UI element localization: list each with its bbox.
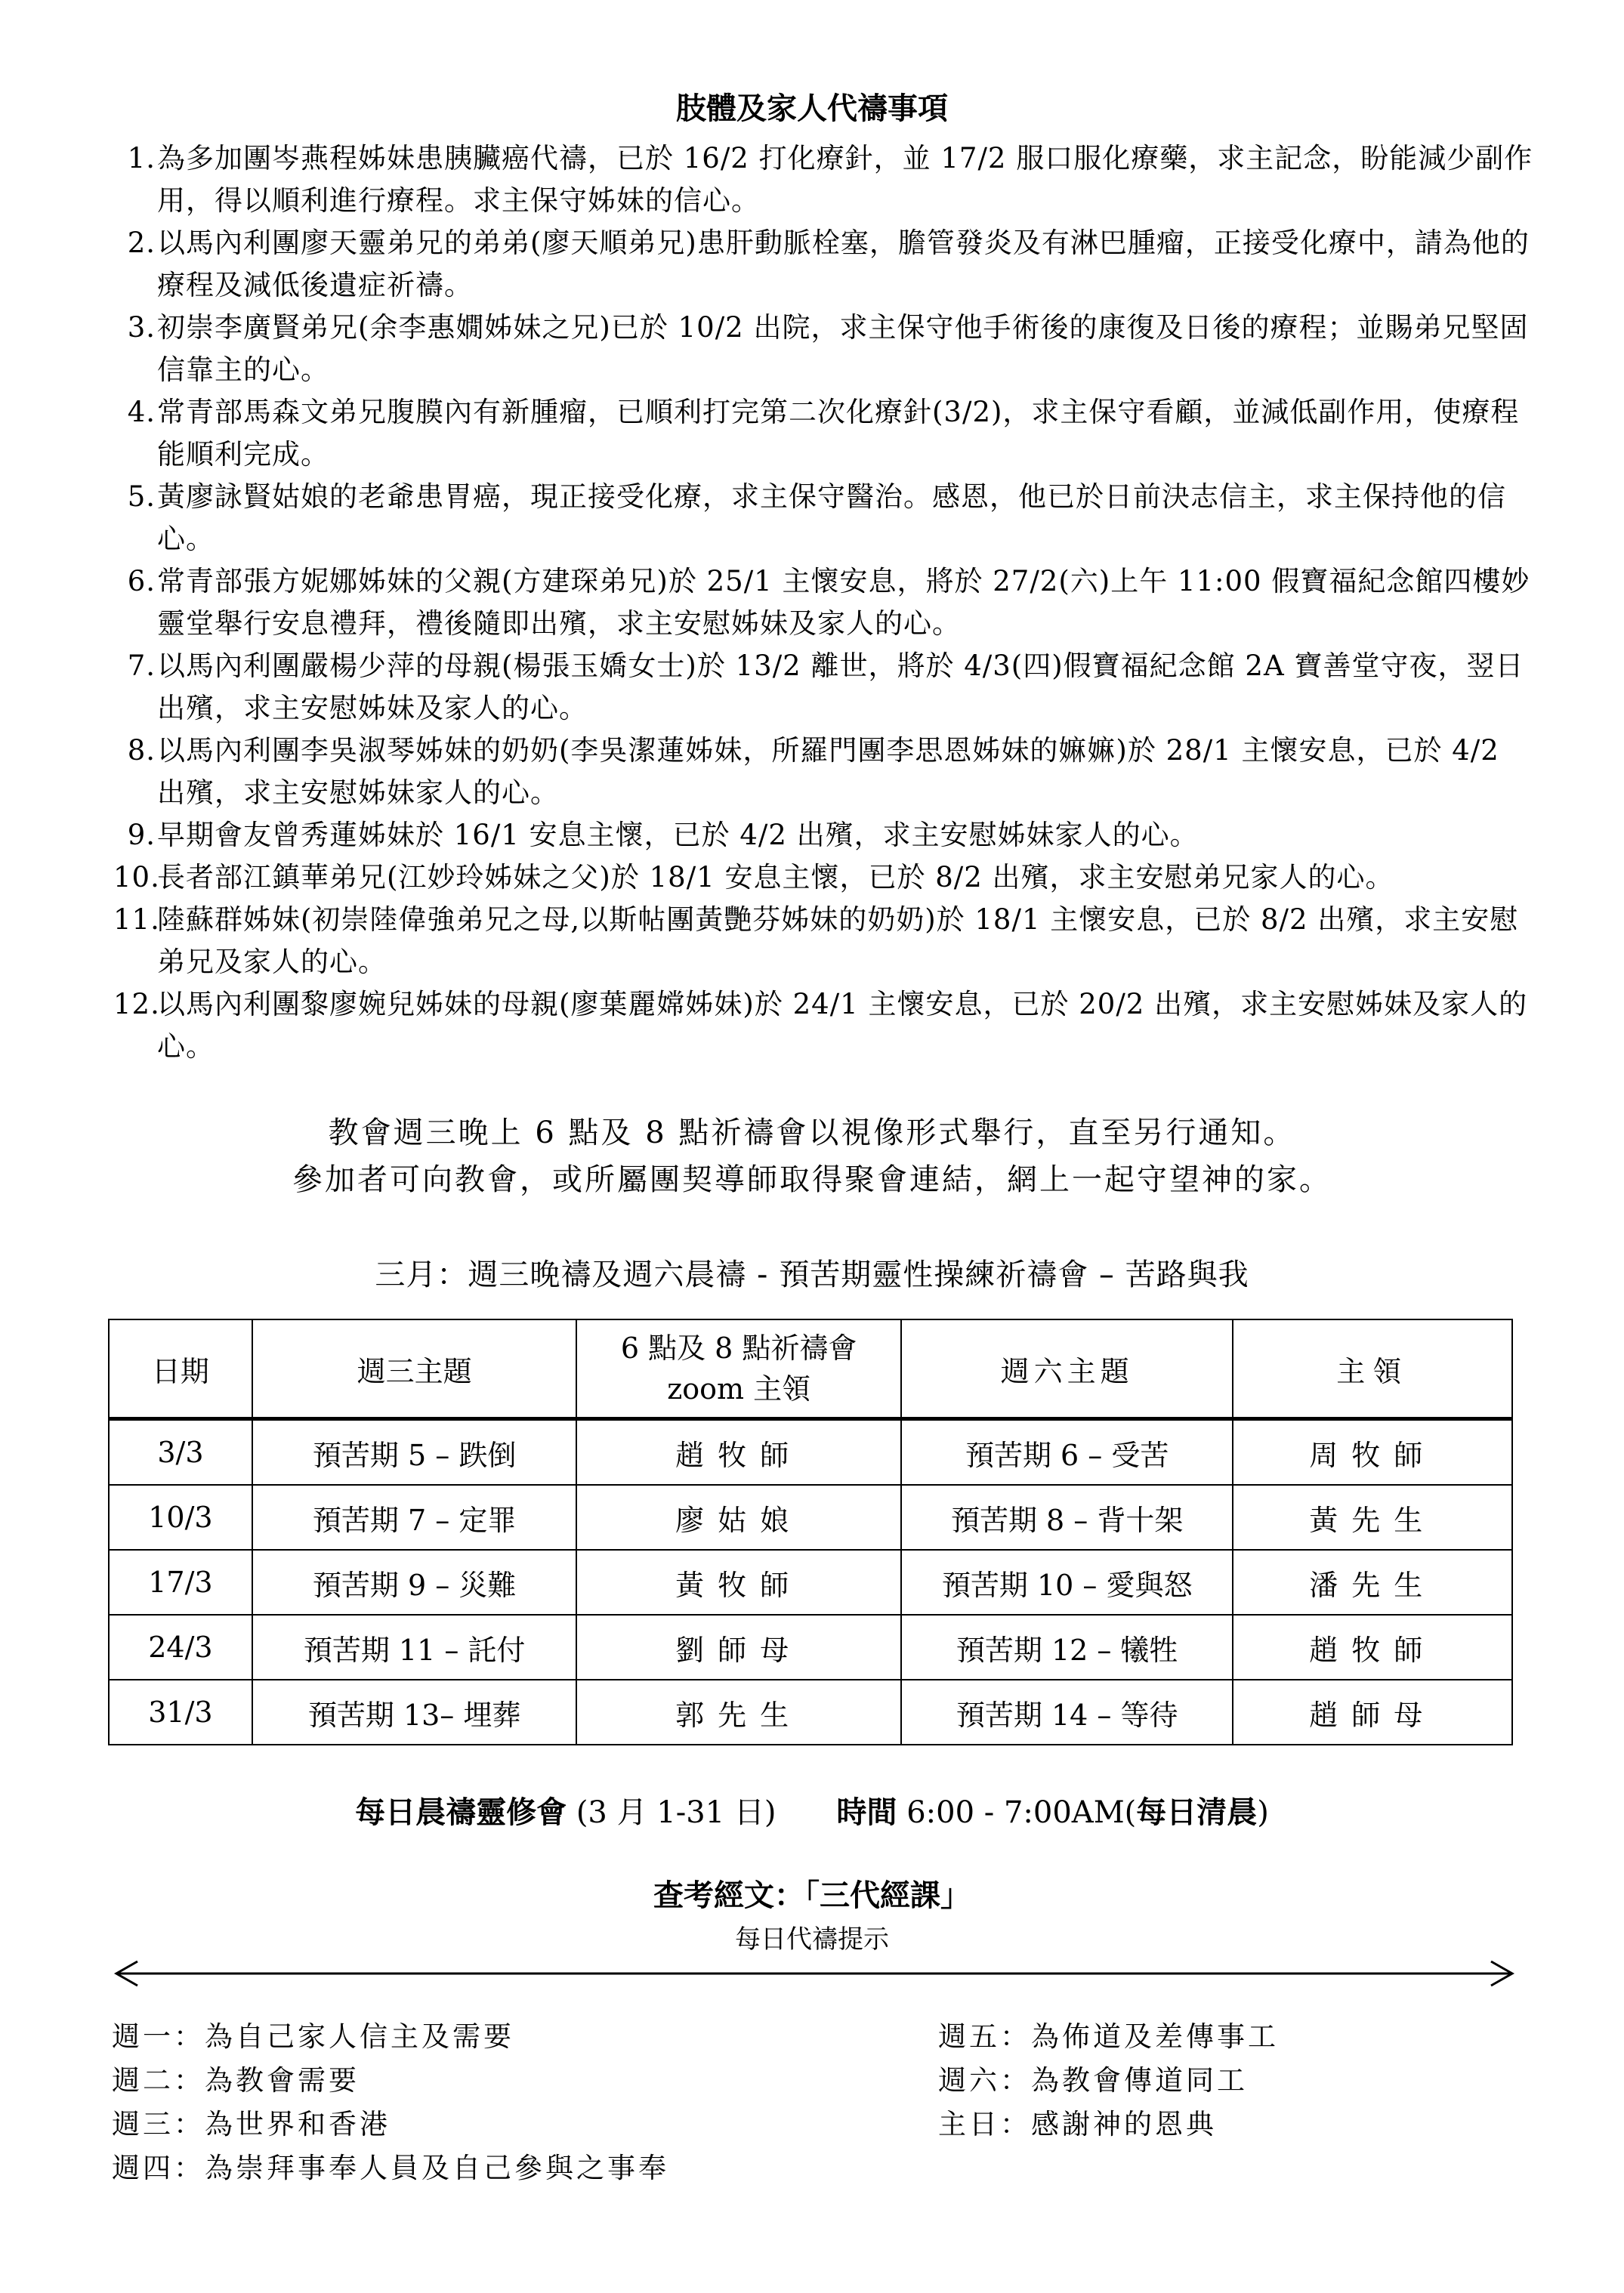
header-sat-theme: 週六主題: [901, 1319, 1233, 1419]
item-text: 以馬內利團李吳淑琴姊妹的奶奶(李吳潔蓮姊妹，所羅門團李思恩姊妹的嫲嫲)於 28/1 主懷安息，已於 4/2 出殯，求主安慰姊妹家人的心。: [157, 734, 1499, 809]
header-leader: 主領: [1233, 1319, 1512, 1419]
cell-sat-theme: 預苦期 14 – 等待: [901, 1680, 1233, 1745]
meeting-notice-line-2: 參加者可向教會，或所屬團契導師取得聚會連結，網上一起守望神的家。: [292, 1162, 1332, 1197]
daily-meeting-dates: (3 月 1-31 日): [567, 1795, 776, 1830]
daily-meeting-time-note: 每日清晨: [1136, 1795, 1258, 1830]
table-header-row: [109, 1319, 1512, 1419]
cell-sat-theme: 預苦期 10 – 愛與怒: [901, 1550, 1233, 1615]
list-item: [113, 560, 1533, 645]
item-text: 常青部馬森文弟兄腹膜內有新腫瘤，已順利打完第二次化療針(3/2)，求主保守看顧，並減低副作用，使療程能順利完成。: [157, 396, 1520, 471]
daily-meeting-close: ): [1257, 1795, 1269, 1830]
prompt-tuesday: 週二：為教會需要: [112, 2064, 360, 2097]
march-schedule-title: 三月：週三晚禱及週六晨禱 - 預苦期靈性操練祈禱會 – 苦路與我: [375, 1258, 1249, 1292]
item-number: 6.: [127, 565, 156, 597]
item-text: 黃廖詠賢姑娘的老爺患胃癌，現正接受化療，求主保守醫治。感恩，他已於日前決志信主，求主保持他的信心。: [157, 480, 1506, 555]
list-item: [113, 814, 1533, 856]
daily-prayer-subtitle: 每日代禱提示: [735, 1924, 889, 1955]
list-item: [113, 307, 1533, 391]
item-number: 1.: [127, 142, 156, 174]
item-number: 3.: [127, 311, 156, 344]
cell-date: 31/3: [109, 1680, 252, 1745]
cell-wed-theme: 預苦期 9 – 災難: [252, 1550, 577, 1615]
daily-meeting-time-label: 時間: [836, 1795, 897, 1830]
daily-prompts-right: [938, 2015, 1279, 2146]
cell-leader: 趙牧師: [1233, 1615, 1512, 1680]
prompt-wednesday: 週三：為世界和香港: [112, 2108, 391, 2140]
cell-wed-theme: 預苦期 13– 埋葬: [252, 1680, 577, 1745]
item-number: 11.: [113, 903, 160, 936]
scripture-title: 查考經文：「三代經課」: [653, 1878, 971, 1913]
cell-sat-theme: 預苦期 8 – 背十架: [901, 1485, 1233, 1550]
double-arrow-divider: [112, 1958, 1517, 1989]
cell-zoom-lead: 趙牧師: [576, 1419, 901, 1486]
list-item: [113, 983, 1533, 1068]
list-item: [113, 476, 1533, 560]
prayer-list: [113, 137, 1533, 1068]
item-text: 早期會友曾秀蓮姊妹於 16/1 安息主懷，已於 4/2 出殯，求主安慰姊妹家人的心。: [157, 819, 1199, 851]
daily-meeting-time: 6:00 - 7:00AM(: [897, 1795, 1137, 1830]
item-number: 4.: [127, 396, 156, 428]
cell-date: 17/3: [109, 1550, 252, 1615]
table-row: [109, 1550, 1512, 1615]
daily-prompts-left: [112, 2015, 669, 2190]
item-text: 陸蘇群姊妹(初崇陸偉強弟兄之母,以斯帖團黃艷芬姊妹的奶奶)於 18/1 主懷安息，已於 8/2 出殯，求主安慰弟兄及家人的心。: [157, 903, 1519, 978]
cell-date: 3/3: [109, 1419, 252, 1486]
item-number: 10.: [113, 861, 160, 893]
prayer-section-title: 肢體及家人代禱事項: [676, 91, 948, 126]
cell-wed-theme: 預苦期 7 – 定罪: [252, 1485, 577, 1550]
list-item: [113, 391, 1533, 476]
item-number: 5.: [127, 480, 156, 513]
prompt-friday: 週五：為佈道及差傳事工: [938, 2020, 1279, 2053]
cell-zoom-lead: 郭先生: [576, 1680, 901, 1745]
item-number: 8.: [127, 734, 156, 767]
cell-leader: 周牧師: [1233, 1419, 1512, 1486]
list-item: [113, 645, 1533, 730]
item-text: 以馬內利團嚴楊少萍的母親(楊張玉嬌女士)於 13/2 離世，將於 4/3(四)假寶福紀念館 2A 寶善堂守夜，翌日出殯，求主安慰姊妹及家人的心。: [157, 650, 1524, 724]
prompt-thursday: 週四：為崇拜事奉人員及自己參與之事奉: [112, 2152, 669, 2184]
table-row: [109, 1680, 1512, 1745]
cell-leader: 潘先生: [1233, 1550, 1512, 1615]
cell-zoom-lead: 黃牧師: [576, 1550, 901, 1615]
header-zoom-lead: [576, 1319, 901, 1419]
item-text: 常青部張方妮娜姊妹的父親(方建琛弟兄)於 25/1 主懷安息，將於 27/2(六)上午 11:00 假寶福紀念館四樓妙靈堂舉行安息禮拜，禮後隨即出殯，求主安慰姊妹及家人的心。: [157, 565, 1530, 640]
item-number: 9.: [127, 819, 156, 851]
item-text: 為多加團岑燕程姊妹患胰臟癌代禱，已於 16/2 打化療針，並 17/2 服口服化療藥，求主記念，盼能減少副作用，得以順利進行療程。求主保守姊妹的信心。: [157, 142, 1533, 217]
table-row: [109, 1485, 1512, 1550]
daily-meeting-line: [0, 1788, 1624, 1832]
march-schedule-table: [108, 1319, 1513, 1745]
item-text: 以馬內利團廖天靈弟兄的弟弟(廖天順弟兄)患肝動脈栓塞，膽管發炎及有淋巴腫瘤，正接受化療中，請為他的療程及減低後遺症祈禱。: [157, 227, 1530, 301]
header-zoom-lead-line-1: 6 點及 8 點祈禱會: [620, 1332, 857, 1365]
item-number: 12.: [113, 988, 160, 1020]
list-item: [113, 899, 1533, 983]
cell-zoom-lead: 劉師母: [576, 1615, 901, 1680]
cell-wed-theme: 預苦期 5 – 跌倒: [252, 1419, 577, 1486]
header-wed-theme: 週三主題: [252, 1319, 577, 1419]
cell-date: 24/3: [109, 1615, 252, 1680]
item-text: 初崇李廣賢弟兄(余李惠嫺姊妹之兄)已於 10/2 出院，求主保守他手術後的康復及日後的療程；並賜弟兄堅固信靠主的心。: [157, 311, 1529, 386]
list-item: [113, 137, 1533, 222]
table-row: [109, 1419, 1512, 1486]
table-row: [109, 1615, 1512, 1680]
list-item: [113, 730, 1533, 814]
cell-leader: 趙師母: [1233, 1680, 1512, 1745]
item-text: 長者部江鎮華弟兄(江妙玲姊妹之父)於 18/1 安息主懷，已於 8/2 出殯，求主安慰弟兄家人的心。: [157, 861, 1394, 893]
cell-leader: 黃先生: [1233, 1485, 1512, 1550]
cell-sat-theme: 預苦期 12 – 犧牲: [901, 1615, 1233, 1680]
list-item: [113, 856, 1533, 899]
item-number: 7.: [127, 650, 156, 682]
list-item: [113, 222, 1533, 307]
item-text: 以馬內利團黎廖婉兒姊妹的母親(廖葉麗嫦姊妹)於 24/1 主懷安息，已於 20/2 出殯，求主安慰姊妹及家人的心。: [157, 988, 1528, 1063]
prompt-monday: 週一：為自己家人信主及需要: [112, 2020, 514, 2053]
cell-wed-theme: 預苦期 11 – 託付: [252, 1615, 577, 1680]
cell-sat-theme: 預苦期 6 – 受苦: [901, 1419, 1233, 1486]
cell-zoom-lead: 廖姑娘: [576, 1485, 901, 1550]
prompt-saturday: 週六：為教會傳道同工: [938, 2064, 1248, 2097]
header-zoom-lead-line-2: zoom 主領: [667, 1372, 811, 1406]
prompt-sunday: 主日：感謝神的恩典: [938, 2108, 1217, 2140]
cell-date: 10/3: [109, 1485, 252, 1550]
item-number: 2.: [127, 227, 156, 259]
header-date: 日期: [109, 1319, 252, 1419]
daily-meeting-label: 每日晨禱靈修會: [355, 1795, 567, 1830]
meeting-notice-line-1: 教會週三晚上 6 點及 8 點祈禱會以視像形式舉行，直至另行通知。: [328, 1116, 1296, 1150]
